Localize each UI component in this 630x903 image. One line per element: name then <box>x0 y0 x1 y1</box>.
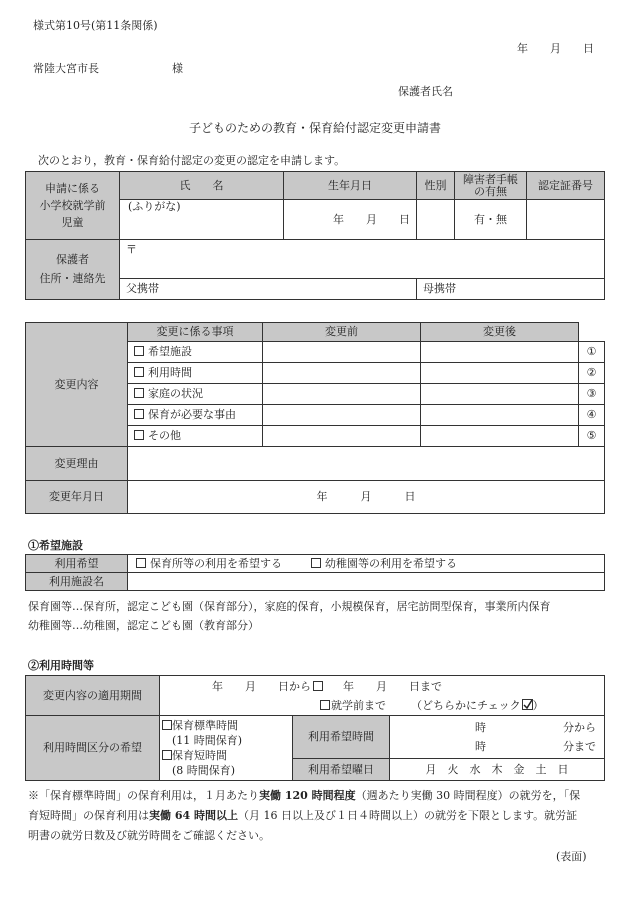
page-side-label: (表面) <box>556 850 587 863</box>
checkbox[interactable] <box>134 346 144 356</box>
child-name-field[interactable] <box>120 200 284 240</box>
period-label: 変更内容の適用期間 <box>26 676 160 716</box>
cert-number-field[interactable] <box>527 200 605 240</box>
postal-mark: 〒 <box>126 243 137 256</box>
form-number: 様式第10号(第11条関係) <box>33 19 158 32</box>
change-reason-field[interactable] <box>128 447 605 481</box>
addressee-honorific: 様 <box>172 62 183 75</box>
before-field[interactable] <box>263 426 421 447</box>
mother-phone-field[interactable]: 母携帯 <box>417 279 605 300</box>
option-short[interactable]: 保育短時間 <box>162 748 292 763</box>
wish-options <box>128 555 605 573</box>
option-standard[interactable]: 保育標準時間 <box>162 718 292 733</box>
checkbox[interactable] <box>134 430 144 440</box>
item-number: ③ <box>579 384 605 405</box>
guardian-name-label: 保護者氏名 <box>398 85 453 98</box>
checkbox[interactable] <box>320 700 330 710</box>
checkbox[interactable] <box>313 681 323 691</box>
facility-name-label: 利用施設名 <box>26 573 128 591</box>
wish-label: 利用希望 <box>26 555 128 573</box>
change-content-label: 変更内容 <box>26 323 128 447</box>
birthdate-header: 生年月日 <box>284 172 417 200</box>
change-item-time[interactable]: 利用時間 <box>128 363 263 384</box>
disability-header: 障害者手帳 の有無 <box>455 172 527 200</box>
time-table <box>25 675 605 781</box>
change-item-family[interactable]: 家庭の状況 <box>128 384 263 405</box>
hope-day-label: 利用希望曜日 <box>293 759 390 781</box>
gender-field[interactable] <box>417 200 455 240</box>
item-number: ⑤ <box>579 426 605 447</box>
hope-time-field[interactable]: 時 分から 時 分まで <box>390 716 605 759</box>
name-header: 氏 名 <box>120 172 284 200</box>
option-nursery[interactable]: 保育所等の利用を希望する <box>150 556 282 570</box>
time-note: ※「保育標準時間」の保育利用は，１月あたり実働 120 時間程度（週あたり実働 30 時間程度）の就労を，「保 育短時間」の保育利用は実働 64 時間以上（月 16 日以上及び１日４時間以上）の就労を下限とします。就労証 明書の就労日数及び就労時間をご確認ください。 <box>28 789 581 842</box>
time-class-options: 保育標準時間 (11 時間保育) 保育短時間 (8 時間保育) <box>160 716 293 781</box>
facility-name-field[interactable] <box>128 573 605 591</box>
furigana-label: (ふりがな) <box>128 200 181 213</box>
hope-day-field[interactable]: 月 火 水 木 金 土 日 <box>390 759 605 781</box>
address-field[interactable] <box>120 240 605 279</box>
change-date-field[interactable]: 年 月 日 <box>128 481 605 514</box>
checkbox[interactable] <box>162 750 172 760</box>
before-field[interactable] <box>263 342 421 363</box>
note-nursery: 保育園等…保育所，認定こども園（保育部分），家庭的保育，小規模保育，居宅訪問型保育，事業所内保育 <box>28 600 551 613</box>
item-number: ② <box>579 363 605 384</box>
change-before-header: 変更前 <box>263 323 421 342</box>
checkbox[interactable] <box>136 558 146 568</box>
checkbox[interactable] <box>134 388 144 398</box>
checked-box-icon <box>522 699 533 710</box>
checkbox[interactable] <box>134 409 144 419</box>
child-label: 申請に係る 小学校就学前 児童 <box>26 172 120 240</box>
after-field[interactable] <box>421 342 579 363</box>
section1-heading: ①希望施設 <box>28 539 83 552</box>
note-kindergarten: 幼稚園等…幼稚園，認定こども園（教育部分） <box>28 619 259 632</box>
birthdate-field[interactable]: 年 月 日 <box>284 200 417 240</box>
time-class-label: 利用時間区分の希望 <box>26 716 160 781</box>
item-number: ④ <box>579 405 605 426</box>
item-number: ① <box>579 342 605 363</box>
intro-text: 次のとおり，教育・保育給付認定の変更の認定を申請します。 <box>38 154 346 167</box>
change-item-header: 変更に係る事項 <box>128 323 263 342</box>
change-reason-label: 変更理由 <box>26 447 128 481</box>
change-item-reason-need[interactable]: 保育が必要な事由 <box>128 405 263 426</box>
before-field[interactable] <box>263 405 421 426</box>
after-field[interactable] <box>421 384 579 405</box>
after-field[interactable] <box>421 363 579 384</box>
before-field[interactable] <box>263 363 421 384</box>
change-after-header: 変更後 <box>421 323 579 342</box>
addressee: 常陸大宮市長 <box>33 62 99 75</box>
before-field[interactable] <box>263 384 421 405</box>
change-item-other[interactable]: その他 <box>128 426 263 447</box>
checkbox[interactable] <box>134 367 144 377</box>
checkbox[interactable] <box>162 720 172 730</box>
disability-field[interactable]: 有・無 <box>455 200 527 240</box>
cert-number-header: 認定証番号 <box>527 172 605 200</box>
applicant-table <box>25 171 605 300</box>
option-kindergarten[interactable]: 幼稚園等の利用を希望する <box>325 556 457 570</box>
after-field[interactable] <box>421 426 579 447</box>
after-field[interactable] <box>421 405 579 426</box>
document-title: 子どものための教育・保育給付認定変更申請書 <box>188 121 441 135</box>
guardian-label: 保護者 住所・連絡先 <box>26 240 120 300</box>
section2-heading: ②利用時間等 <box>28 659 94 672</box>
change-table <box>25 322 605 514</box>
change-item-facility[interactable]: 希望施設 <box>128 342 263 363</box>
gender-header: 性別 <box>417 172 455 200</box>
period-field[interactable]: 年 月 日から 年 月 日まで 就学前まで （どちらかにチェック ） <box>160 676 605 716</box>
change-date-label: 変更年月日 <box>26 481 128 514</box>
application-date: 年 月 日 <box>517 42 594 55</box>
father-phone-field[interactable]: 父携帯 <box>120 279 417 300</box>
facility-table <box>25 554 605 591</box>
checkbox[interactable] <box>311 558 321 568</box>
hope-time-label: 利用希望時間 <box>293 716 390 759</box>
